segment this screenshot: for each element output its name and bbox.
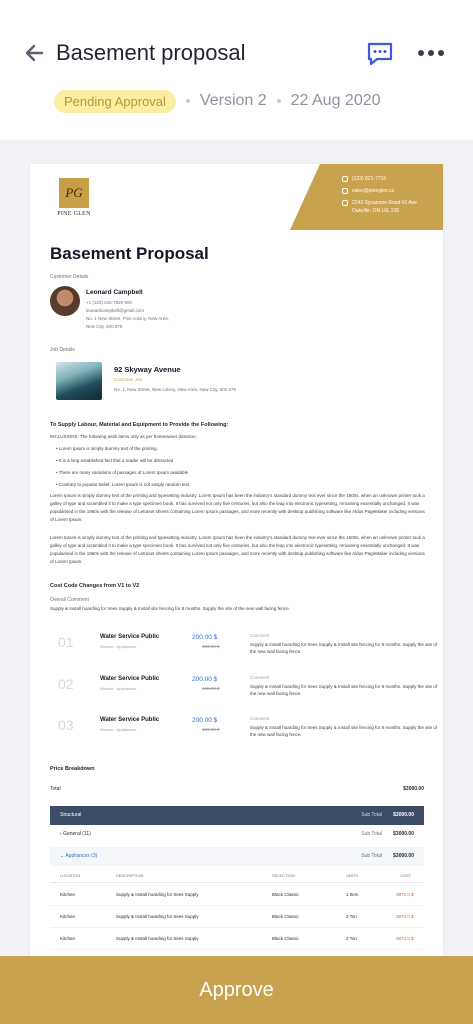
column-header: SELECTION [272, 873, 295, 878]
cost-item-number: 03 [58, 717, 74, 733]
appliances-group-row[interactable] [50, 847, 424, 866]
back-arrow-icon[interactable] [22, 40, 48, 66]
cost-item-old-price: 150.00 $ [202, 686, 220, 691]
cost-changes-title: Cost Code Changes from V1 to V2 [50, 583, 140, 589]
logo-text: PINE GLEN [57, 211, 91, 217]
cost-item-card [50, 626, 438, 666]
appliances-group-label: Appliances (3) [65, 853, 98, 859]
total-row [50, 782, 424, 798]
column-header: LOCATION [60, 873, 81, 878]
general-group-row[interactable] [50, 825, 424, 844]
cell-selection: Black Classic [272, 892, 299, 897]
version-label: Version 2 [199, 92, 267, 109]
total-value: $3000.00 [403, 786, 424, 792]
subtotal-label: Sub Total [361, 853, 382, 859]
company-logo [56, 178, 92, 222]
customer-email: leonardcampbell@gmail.com [86, 308, 145, 313]
cost-item-comment: Supply & Install hoarding for trees Supply & Install site fencing for 8 months. Supply the site of the new wall facing fence. [250, 684, 438, 696]
customer-phone: +1 (123) 045-7820 906 [86, 300, 132, 305]
top-bar [0, 0, 473, 140]
phone-icon [342, 176, 348, 182]
comment-icon[interactable] [366, 40, 394, 68]
column-header: UNITS [346, 873, 358, 878]
proposal-meta [54, 88, 381, 114]
cell-location: Kitchen [60, 936, 76, 941]
contact-phone: (123) 821-7715 [342, 176, 386, 182]
cell-cost: 3872.0 $ [396, 936, 414, 941]
cost-item-comment: Supply & Install hoarding for trees Supply & Install site fencing for 8 months. Supply the site of the new wall facing fence. [250, 642, 438, 654]
breakdown-table-header [50, 869, 424, 883]
cost-item-name: Water Service Public [100, 676, 160, 682]
cell-cost: 3872.0 $ [396, 892, 414, 897]
separator-dot [277, 99, 281, 103]
customer-address-2: New City, 600 879 [86, 324, 123, 329]
price-breakdown-title: Price Breakdown [50, 766, 95, 772]
cell-units: 1 Item [346, 892, 359, 897]
separator-dot [186, 99, 190, 103]
document-header [30, 164, 443, 230]
cost-item-category: Kitchen · Appliances [100, 644, 137, 649]
page-title: Basement proposal [56, 40, 246, 65]
status-badge: Pending Approval [54, 90, 176, 113]
cost-item-old-price: 150.00 $ [202, 727, 220, 732]
overall-comment-label: Overall Comment [50, 597, 89, 603]
contact-address-2: Oakville, ON L6L 2J6 [352, 208, 400, 214]
body-paragraph: Lorem Ipsum is simply dummy text of the printing and typesetting industry. Lorem Ipsum has been the industry's standard dummy text ever since the 1500s, when an unknown printer took a galley of type and scrambled it to make a type specimen book. It has survived not only five centuries, but also the leap into electronic typesetting, remaining essentially unchanged. It was popularised in the 1960s with the release of Letraset sheets containing Lorem Ipsum passages, and more recently with desktop publishing software like Aldus PageMaker including versions of Lorem Ipsum. [50, 493, 425, 522]
job-status: Customer Job [114, 377, 143, 382]
customer-details-label: Customer Details [50, 274, 89, 280]
approve-button[interactable]: Approve [0, 956, 473, 1024]
scope-bullet: • There are many variations of passages of Lorem Ipsum available [56, 470, 189, 475]
cost-item-name: Water Service Public [100, 717, 160, 723]
cost-item-comment-label: Comment [250, 675, 270, 680]
cost-item-category: Kitchen · Appliances [100, 727, 137, 732]
scope-bullet: • Lorem Ipsum is simply dummy text of the printing. [56, 446, 158, 451]
general-group-label: General (11) [63, 831, 91, 837]
cost-item-number: 01 [58, 634, 74, 650]
scope-intro: INCLUSIONS: The following work items only as per homeowner direction; [50, 434, 197, 439]
logo-mark: PG [59, 178, 89, 208]
job-details-label: Job Details [50, 347, 75, 353]
subtotal-label: Sub Total [361, 831, 382, 837]
column-header: COST [400, 873, 412, 878]
cost-item-old-price: 150.00 $ [202, 644, 220, 649]
scope-bullet: • Contrary to popular belief, Lorem Ipsum is not simply random text. [56, 482, 191, 487]
cost-item-comment-label: Comment [250, 716, 270, 721]
subtotal-label: Sub Total [361, 812, 382, 818]
date-label: 22 Aug 2020 [290, 92, 381, 109]
cost-item-number: 02 [58, 676, 74, 692]
cell-location: Kitchen [60, 914, 76, 919]
cost-item-card [50, 668, 438, 708]
structural-section-header[interactable] [50, 806, 424, 825]
cost-item-price: 200.00 $ [192, 717, 218, 724]
scope-title: To Supply Labour, Material and Equipment to Provide the Following: [50, 422, 229, 428]
proposal-document[interactable] [30, 164, 443, 956]
cell-description: Supply & Install hoarding for trees Supply [116, 936, 199, 941]
scope-bullet: • It is a long established fact that a reader will be distracted [56, 458, 174, 463]
cell-cost: 3872.0 $ [396, 914, 414, 919]
email-icon [342, 188, 348, 194]
document-title: Basement Proposal [50, 244, 209, 263]
table-row [50, 884, 424, 906]
cost-item-comment: Supply & Install hoarding for trees Supply & Install site fencing for 8 months. Supply the site of the new wall facing fence. [250, 725, 438, 737]
cell-description: Supply & Install hoarding for trees Supply [116, 914, 199, 919]
total-label: Total [50, 786, 61, 792]
more-options-icon[interactable] [416, 46, 446, 60]
cell-units: 2 Ton [346, 936, 357, 941]
job-address: No. 1, New Street, New colony, New Area, New City, 600 879 [114, 387, 236, 392]
chevron-down-icon: ⌄ [60, 853, 65, 859]
cell-units: 2 Ton [346, 914, 357, 919]
table-row [50, 928, 424, 950]
cell-description: Supply & Install hoarding for trees Supply [116, 892, 199, 897]
column-header: DESCRIPTION [116, 873, 144, 878]
customer-address: No. 1 New Street, Pine colony, New Area, [86, 316, 169, 321]
cost-item-comment-label: Comment [250, 633, 270, 638]
cost-item-price: 200.00 $ [192, 634, 218, 641]
cost-item-price: 200.00 $ [192, 676, 218, 683]
avatar [50, 286, 80, 316]
cell-location: Kitchen [60, 892, 76, 897]
job-photo [56, 362, 102, 400]
cost-item-card [50, 709, 438, 749]
body-paragraph: Lorem Ipsum is simply dummy text of the printing and typesetting industry. Lorem Ipsum has been the industry's standard dummy text ever since the 1500s, when an unknown printer took a galley of type and scrambled it to make a type specimen book. It has survived not only five centuries, but also the leap into electronic typesetting, remaining essentially unchanged. It was popularised in the 1960s with the release of Letraset sheets containing Lorem Ipsum passages, and more recently with desktop publishing software like Aldus PageMaker including versions of Lorem Ipsum. [50, 535, 425, 564]
table-row [50, 906, 424, 928]
appliances-subtotal: $3000.00 [393, 853, 414, 859]
location-icon [342, 200, 348, 206]
general-subtotal: $3000.00 [393, 831, 414, 837]
customer-name: Leonard Campbell [86, 289, 143, 296]
cost-item-category: Kitchen · Appliances [100, 686, 137, 691]
overall-comment-text: Supply & Install hoarding for trees Supply & Install site fencing for 8 months. Supply the site of the new wall facing fence. [50, 606, 290, 611]
structural-subtotal: $3000.00 [393, 812, 414, 818]
cell-selection: Black Classic [272, 936, 299, 941]
cell-selection: Black Classic [272, 914, 299, 919]
contact-address: 2243 Sycamore Road #1 Ave [342, 200, 417, 206]
cost-item-name: Water Service Public [100, 634, 160, 640]
contact-email: sales@pineglen.co [342, 188, 394, 194]
structural-label: Structural [60, 812, 82, 818]
chevron-right-icon: › [60, 831, 62, 837]
header-gold-band [290, 164, 443, 230]
job-title: 92 Skyway Avenue [114, 365, 181, 374]
